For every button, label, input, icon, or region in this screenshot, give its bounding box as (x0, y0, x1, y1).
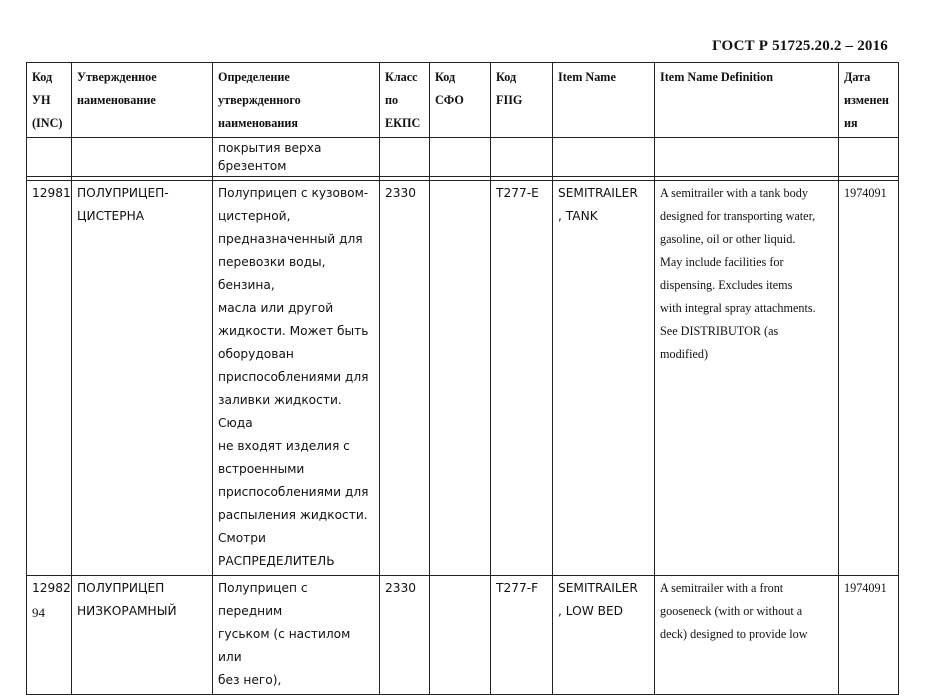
column-header-label: Код FIIG (496, 70, 523, 107)
code-inc-cell (27, 576, 72, 695)
code-fiig: T277-F (496, 581, 539, 595)
column-header-label: Определение утвержденного наименования (218, 70, 301, 130)
column-header-label: Код УН (INC) (32, 70, 63, 130)
approved-name-cell (72, 576, 213, 695)
definition-ru: Полуприцеп с передним гуськом (с настилом или без него), (218, 581, 351, 687)
table-cell (553, 138, 655, 177)
continuation-definition-cell: покрытия верха брезентом (213, 138, 380, 177)
table-cell (430, 138, 491, 177)
table-cell (27, 138, 72, 177)
continuation-row (27, 138, 899, 177)
code-fiig-cell (491, 181, 553, 576)
table-cell (380, 138, 430, 177)
column-header-item-name (553, 63, 655, 138)
item-name-definition-cell (655, 181, 839, 576)
date-changed: 1974091 (844, 581, 887, 595)
column-header-label: Утвержденное наименование (77, 70, 157, 107)
column-header-approved-name (72, 63, 213, 138)
column-header-code-fiig (491, 63, 553, 138)
code-fiig: T277-E (496, 186, 539, 200)
code-sfo-cell (430, 576, 491, 695)
code-fiig-cell (491, 576, 553, 695)
code-inc: 12982 (32, 581, 71, 595)
date-changed-cell (839, 576, 899, 695)
code-inc-cell (27, 181, 72, 576)
class-ekps: 2330 (385, 581, 417, 595)
definition-ru-cell (213, 576, 380, 695)
table-cell (491, 138, 553, 177)
table-cell (72, 138, 213, 177)
column-header-date-changed (839, 63, 899, 138)
table-cell (839, 138, 899, 177)
table-row (27, 576, 899, 695)
class-ekps: 2330 (385, 186, 417, 200)
definition-ru: Полуприцеп с кузовом- цистерной, предназначенный для перевозки воды, бензина, масла или другой жидкости. Может быть оборудован приспособлениями для заливки жидкости. Сюда не входят изделия с встроенными приспособлениями для распыления жидкости. Смотри РАСПРЕДЕЛИТЕЛЬ (218, 186, 369, 568)
item-name-definition: A semitrailer with a front gooseneck (with or without a deck) designed to provide low (660, 581, 808, 641)
page-number: 94 (32, 605, 45, 620)
approved-name-cell (72, 181, 213, 576)
column-header-label: Класс по ЕКПС (385, 70, 421, 130)
column-header-code-inc (27, 63, 72, 138)
column-header-label: Дата изменен ия (844, 70, 889, 130)
item-name: SEMITRAILER , TANK (558, 186, 638, 223)
class-ekps-cell (380, 576, 430, 695)
code-inc: 12981 (32, 186, 71, 200)
table-row (27, 181, 899, 576)
class-ekps-cell (380, 181, 430, 576)
data-table (26, 62, 899, 695)
item-name: SEMITRAILER , LOW BED (558, 581, 638, 618)
column-header-definition (213, 63, 380, 138)
approved-name: ПОЛУПРИЦЕП НИЗКОРАМНЫЙ (77, 581, 177, 618)
item-name-definition: A semitrailer with a tank body designed for transporting water, gasoline, oil or other liquid. May include facilities for dispensing. Excludes items with integral spray attachments. See DISTRIBUTOR (as modified) (660, 186, 816, 361)
column-header-label: Item Name (558, 70, 616, 84)
column-header-item-name-definition (655, 63, 839, 138)
date-changed: 1974091 (844, 186, 887, 200)
table-cell (655, 138, 839, 177)
date-changed-cell (839, 181, 899, 576)
definition-ru-cell (213, 181, 380, 576)
table-header-row (27, 63, 899, 138)
column-header-label: Item Name Definition (660, 70, 774, 84)
item-name-definition-cell (655, 576, 839, 695)
item-name-cell (553, 576, 655, 695)
approved-name: ПОЛУПРИЦЕП- ЦИСТЕРНА (77, 186, 169, 223)
code-sfo-cell (430, 181, 491, 576)
column-header-label: Код СФО (435, 70, 464, 107)
column-header-code-sfo (430, 63, 491, 138)
item-name-cell (553, 181, 655, 576)
column-header-class (380, 63, 430, 138)
document-header: ГОСТ Р 51725.20.2 – 2016 (712, 38, 888, 54)
